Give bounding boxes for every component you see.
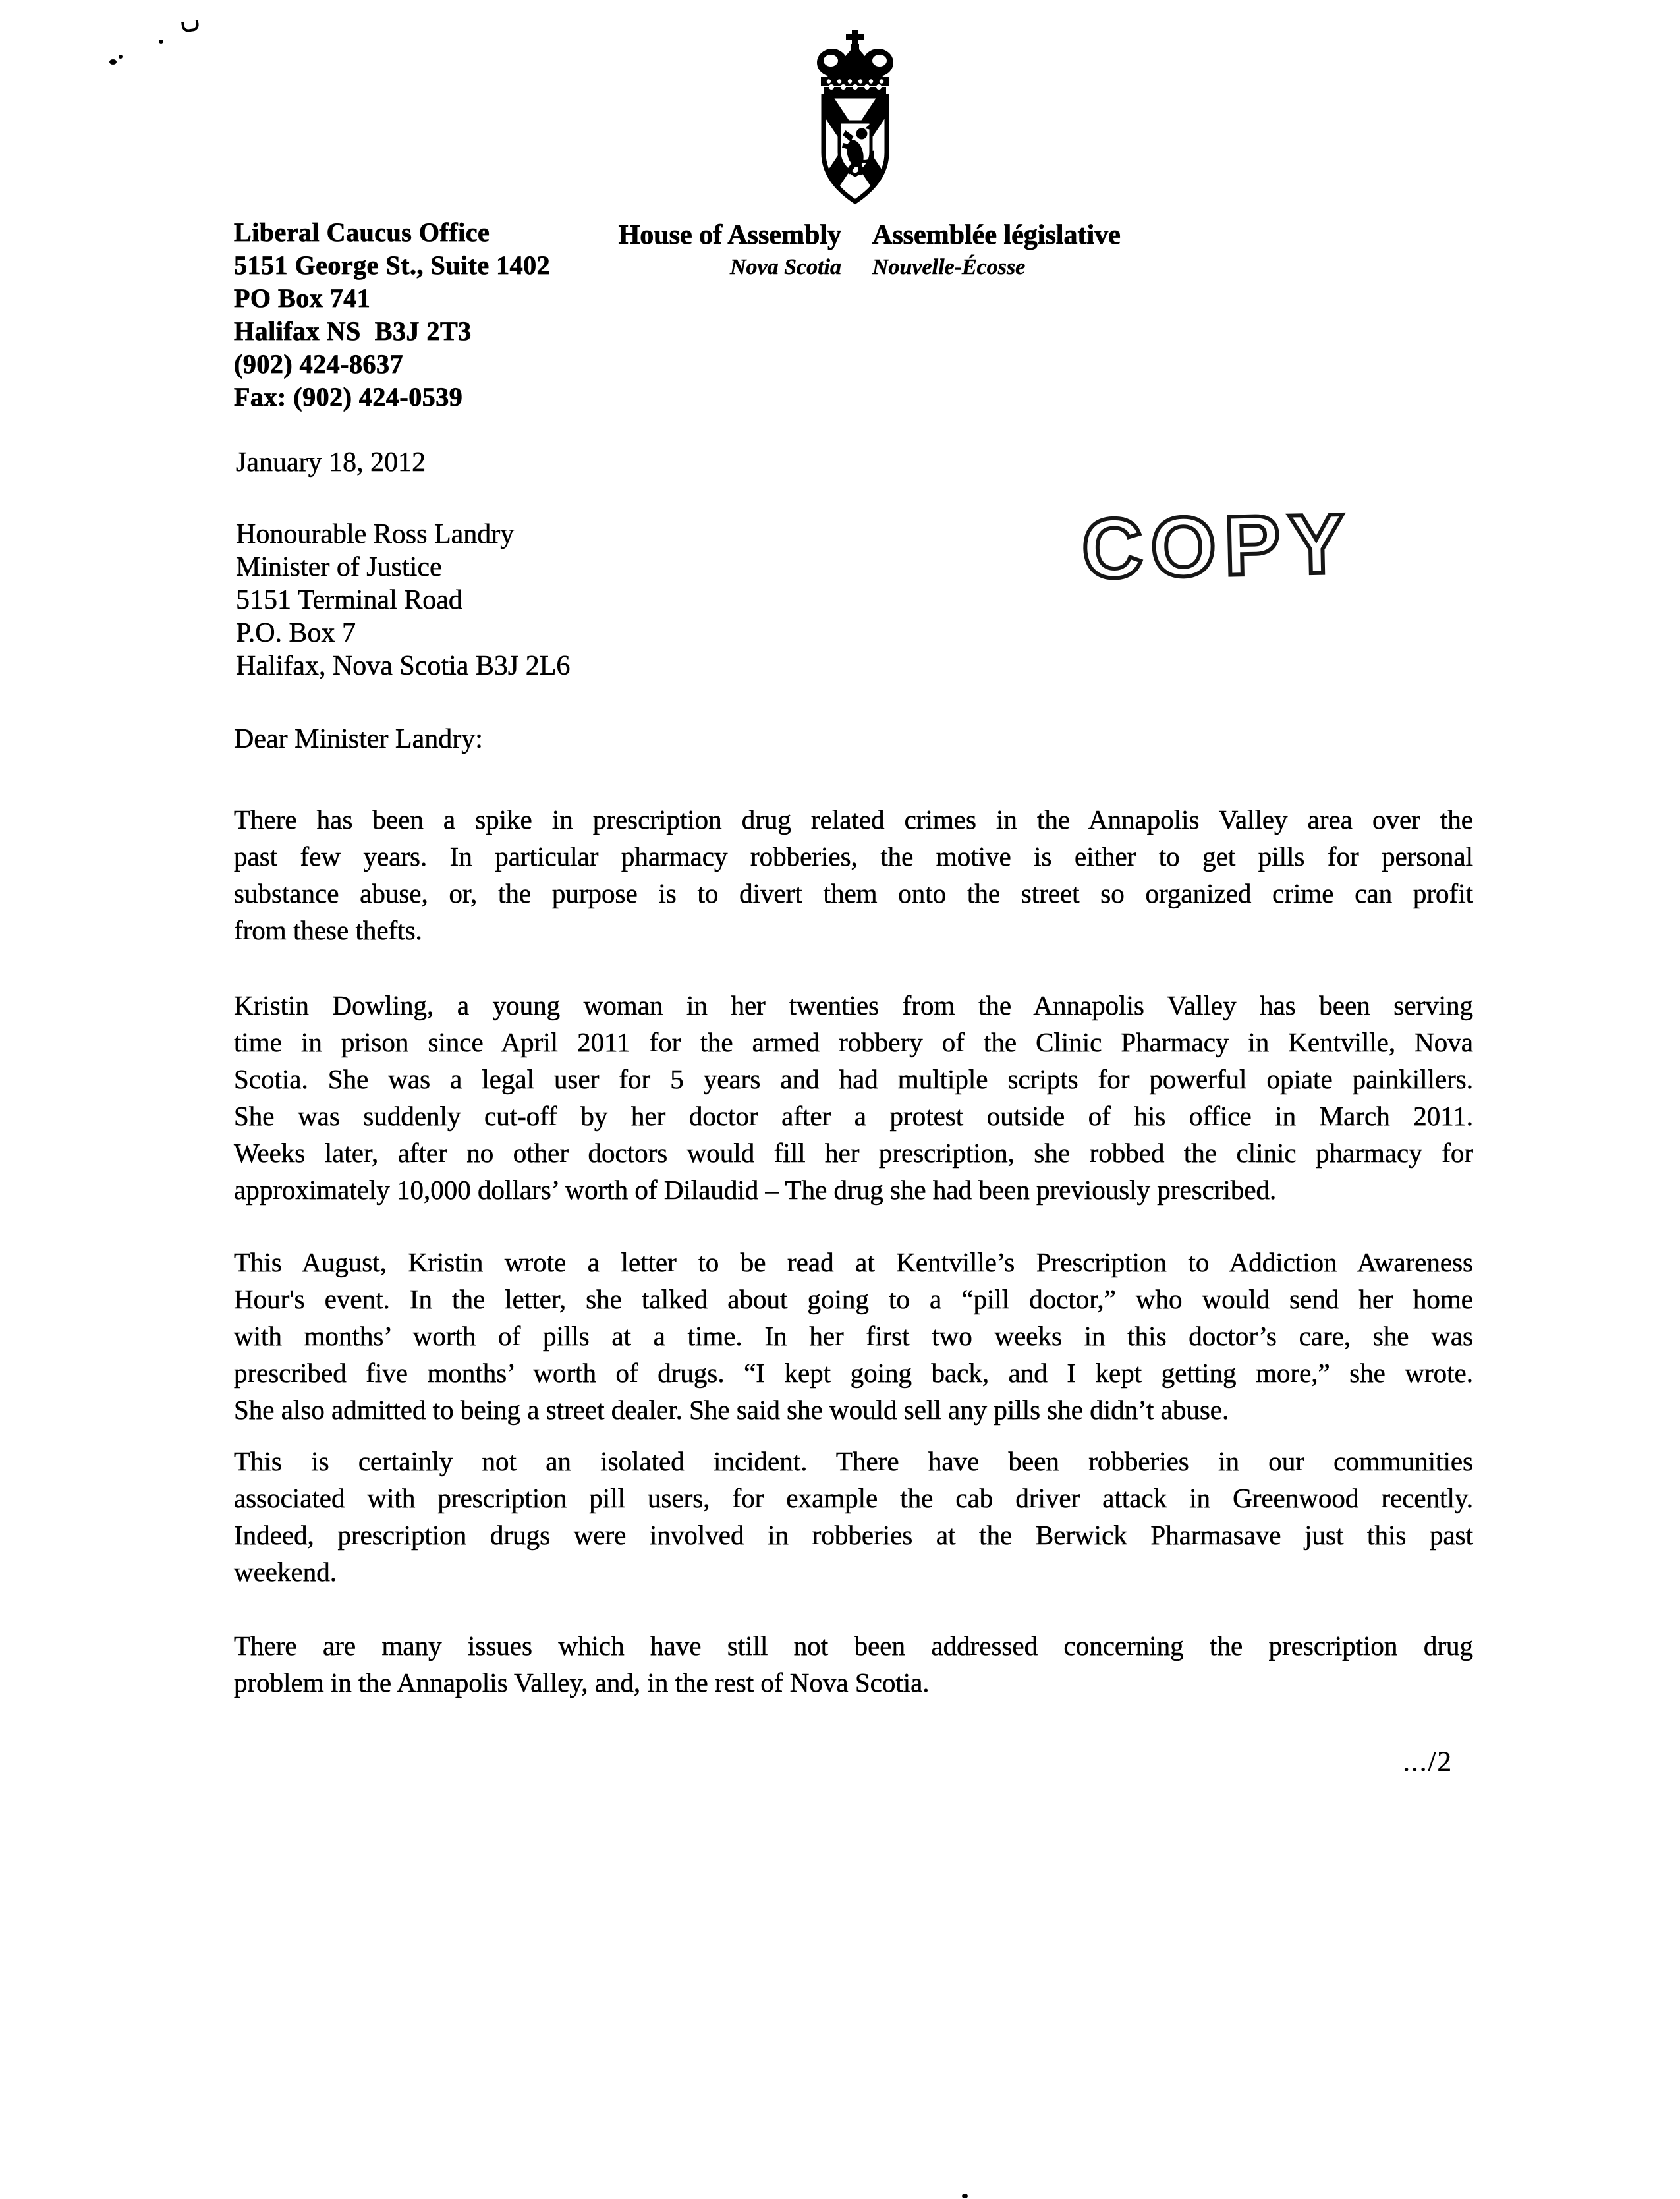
body-line: with months’ worth of pills at a time. In her first two weeks in this doctor’s care, she was [234,1321,1473,1351]
recipient-city: Halifax, Nova Scotia B3J 2L6 [236,651,571,681]
assembly-title-french [872,220,1121,282]
body-line: She also admitted to being a street dealer. She said she would sell any pills she didn’t abuse. [234,1395,1229,1425]
body-paragraph-2 [234,987,1473,1208]
assembly-subtitle-fr: Nouvelle-Écosse [872,255,1026,279]
body-line: from these thefts. [234,915,422,945]
scan-artifact [159,40,163,44]
assembly-title-english [619,220,841,282]
letterhead-fax: Fax: (902) 424-0539 [234,382,463,412]
recipient-address-block [236,518,570,682]
body-line: Weeks later, after no other doctors would fill her prescription, she robbed the clinic pharmacy for [234,1138,1473,1168]
letterhead-pobox: PO Box 741 [234,283,371,313]
body-line: substance abuse, or, the purpose is to divert them onto the street so organized crime can profit [234,878,1473,908]
scan-artifact [109,59,117,65]
body-line: prescribed five months’ worth of drugs. “I kept going back, and I kept getting more,” she wrote. [234,1358,1473,1388]
shield [820,93,891,202]
recipient-name: Honourable Ross Landry [236,519,515,549]
recipient-title: Minister of Justice [236,552,442,582]
body-line: Hour's event. In the letter, she talked about going to a “pill doctor,” who would send her home [234,1284,1473,1314]
body-line: This is certainly not an isolated incident. There have been robberies in our communities [234,1446,1473,1476]
salutation: Dear Minister Landry: [234,724,483,754]
body-line: There has been a spike in prescription drug related crimes in the Annapolis Valley area over the [234,804,1473,835]
body-line: problem in the Annapolis Valley, and, in the rest of Nova Scotia. [234,1667,930,1698]
nova-scotia-crest-icon [809,29,901,209]
letter-date: January 18, 2012 [236,447,426,478]
body-paragraph-1 [234,801,1473,949]
body-line: She was suddenly cut-off by her doctor after a protest outside of his office in March 2011. [234,1101,1473,1131]
recipient-street: 5151 Terminal Road [236,585,462,615]
scan-artifact [962,2194,968,2198]
body-line: Kristin Dowling, a young woman in her twenties from the Annapolis Valley has been serving [234,990,1473,1020]
body-paragraph-4 [234,1443,1473,1590]
letterhead-office-block [234,216,550,414]
body-line: weekend. [234,1557,337,1587]
assembly-subtitle-en: Nova Scotia [729,255,841,279]
body-line: This August, Kristin wrote a letter to be read at Kentville’s Prescription to Addiction Awareness [234,1247,1473,1277]
body-line: Scotia. She was a legal user for 5 years and had multiple scripts for powerful opiate painkillers. [234,1064,1473,1094]
body-line: approximately 10,000 dollars’ worth of Dilaudid – The drug she had been previously prescribed. [234,1175,1277,1205]
letterhead-office-name: Liberal Caucus Office [234,217,490,247]
crown [817,30,893,96]
letterhead-phone: (902) 424-8637 [234,349,403,379]
body-line: Indeed, prescription drugs were involved in robberies at the Berwick Pharmasave just this past [234,1520,1473,1550]
scan-artifact [119,55,123,59]
letterhead-city: Halifax NS B3J 2T3 [234,316,472,346]
body-paragraph-5 [234,1627,1473,1701]
body-line: past few years. In particular pharmacy robberies, the motive is either to get pills for personal [234,841,1473,872]
scan-artifact [181,20,200,32]
assembly-title-fr: Assemblée législative [872,220,1121,250]
assembly-title-en: House of Assembly [618,220,841,250]
body-line: associated with prescription pill users, for example the cab driver attack in Greenwood recently. [234,1483,1473,1513]
copy-stamp: COPY [1080,496,1354,597]
body-paragraph-3 [234,1244,1473,1428]
letterhead-street: 5151 George St., Suite 1402 [234,250,551,280]
page-continuation-marker: .../2 [1403,1746,1453,1777]
recipient-pobox: P.O. Box 7 [236,618,356,648]
body-line: time in prison since April 2011 for the armed robbery of the Clinic Pharmacy in Kentville, Nova [234,1027,1473,1057]
body-line: There are many issues which have still not been addressed concerning the prescription drug [234,1630,1473,1661]
